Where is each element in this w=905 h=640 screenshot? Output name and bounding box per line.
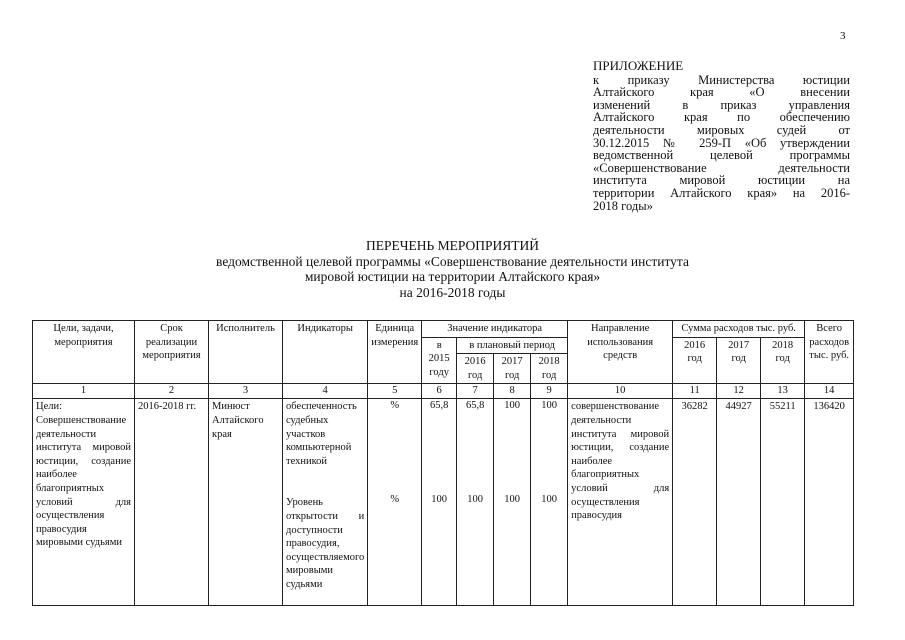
executor-cell: Минюст Алтайского края [209,399,283,606]
indicators-cell [283,399,368,606]
term-cell: 2016-2018 гг. [135,399,209,606]
header-indicator-value: Значение индикатора [422,321,568,338]
header-2016: 2016 год [457,354,494,384]
appendix-line: «Совершенствование деятельности [593,160,850,175]
column-number: 13 [761,384,805,399]
appendix-line: деятельности мировых судей от [593,122,850,137]
header-expense-2017: 2017 год [717,337,761,384]
appendix-line: изменений в приказ управления [593,97,850,112]
indicator-value: 100 [504,400,521,412]
column-number: 12 [717,384,761,399]
header-row [33,321,854,338]
column-number: 11 [673,384,717,399]
unit-value: % [390,494,400,506]
header-2017: 2017 год [494,354,531,384]
title-line: на 2016-2018 годы [399,284,506,300]
appendix-line: к приказу Министерства юстиции [593,72,850,87]
appendix-line: института мировой юстиции на [593,173,850,188]
appendix-line: Алтайского края по обеспечению [593,110,850,125]
column-number-row [33,384,854,399]
column-number: 10 [568,384,673,399]
header-term: Срок реализации мероприятия [135,321,209,384]
column-number: 1 [33,384,135,399]
appendix-block [593,60,850,212]
appendix-line: Алтайского края «О внесении [593,85,850,100]
column-number: 14 [805,384,854,399]
header-expenses: Сумма расходов тыс. руб. [673,321,805,338]
title-line: ПЕРЕЧЕНЬ МЕРОПРИЯТИЙ [365,238,540,253]
column-number: 5 [368,384,422,399]
indicator-item: Уровень открытости и доступности правосудия, осуществляемого мировыми судьями [286,497,365,590]
header-goals: Цели, задачи, мероприятия [33,321,135,384]
indicator-value: 100 [541,494,558,506]
column-number: 6 [422,384,457,399]
document-title [0,238,905,300]
appendix-line: территории Алтайского края» на 2016- [593,185,850,200]
expense-2017-cell: 44927 [717,399,761,606]
direction-cell: совершенствование деятельности института мировой юстиции, создание наиболее благоприятных условий для осуществления правосудия [568,399,673,606]
header-2015: в 2015 году [422,337,457,384]
header-executor: Исполнитель [209,321,283,384]
value-2015-cell [422,399,457,606]
value-2016-cell [457,399,494,606]
indicator-value: 65,8 [465,400,485,412]
header-planned-period: в плановый период [457,337,568,354]
unit-value: % [390,400,400,412]
indicator-value: 65,8 [429,400,449,412]
unit-cell [368,399,422,606]
header-expense-2018: 2018 год [761,337,805,384]
header-direction: Направление использования средств [568,321,673,384]
title-line: мировой юстиции на территории Алтайского края» [304,269,601,284]
column-number: 9 [531,384,568,399]
appendix-title: ПРИЛОЖЕНИЕ [593,58,684,73]
table-row [33,399,854,606]
header-indicators: Индикаторы [283,321,368,384]
column-number: 8 [494,384,531,399]
header-expense-2016: 2016 год [673,337,717,384]
appendix-line: ведомственной целевой программы [593,148,850,163]
header-2018: 2018 год [531,354,568,384]
column-number: 7 [457,384,494,399]
expense-2018-cell: 55211 [761,399,805,606]
value-2017-cell [494,399,531,606]
indicator-item: обеспеченность судебных участков компьютерной техникой [286,401,357,467]
title-line: ведомственной целевой программы «Совершенствование деятельности института [216,253,689,269]
indicator-value: 100 [431,494,448,506]
column-number: 3 [209,384,283,399]
column-number: 2 [135,384,209,399]
page-number: 3 [840,30,846,42]
appendix-line: 2018 годы» [593,198,653,213]
header-unit: Единица измерения [368,321,422,384]
appendix-line: 30.12.2015 № 259-П «Об утверждении [593,135,850,150]
activities-table [32,320,854,606]
goal-cell: Цели: Совершенствование деятельности института мировой юстиции, создание наиболее благоприятных условий для осуществления правосудия мировыми судьями [33,399,135,606]
header-total: Всего расходов тыс. руб. [805,321,854,384]
indicator-value: 100 [467,494,484,506]
expense-2016-cell: 36282 [673,399,717,606]
indicator-value: 100 [541,400,558,412]
indicator-value: 100 [504,494,521,506]
total-cell: 136420 [805,399,854,606]
value-2018-cell [531,399,568,606]
column-number: 4 [283,384,368,399]
